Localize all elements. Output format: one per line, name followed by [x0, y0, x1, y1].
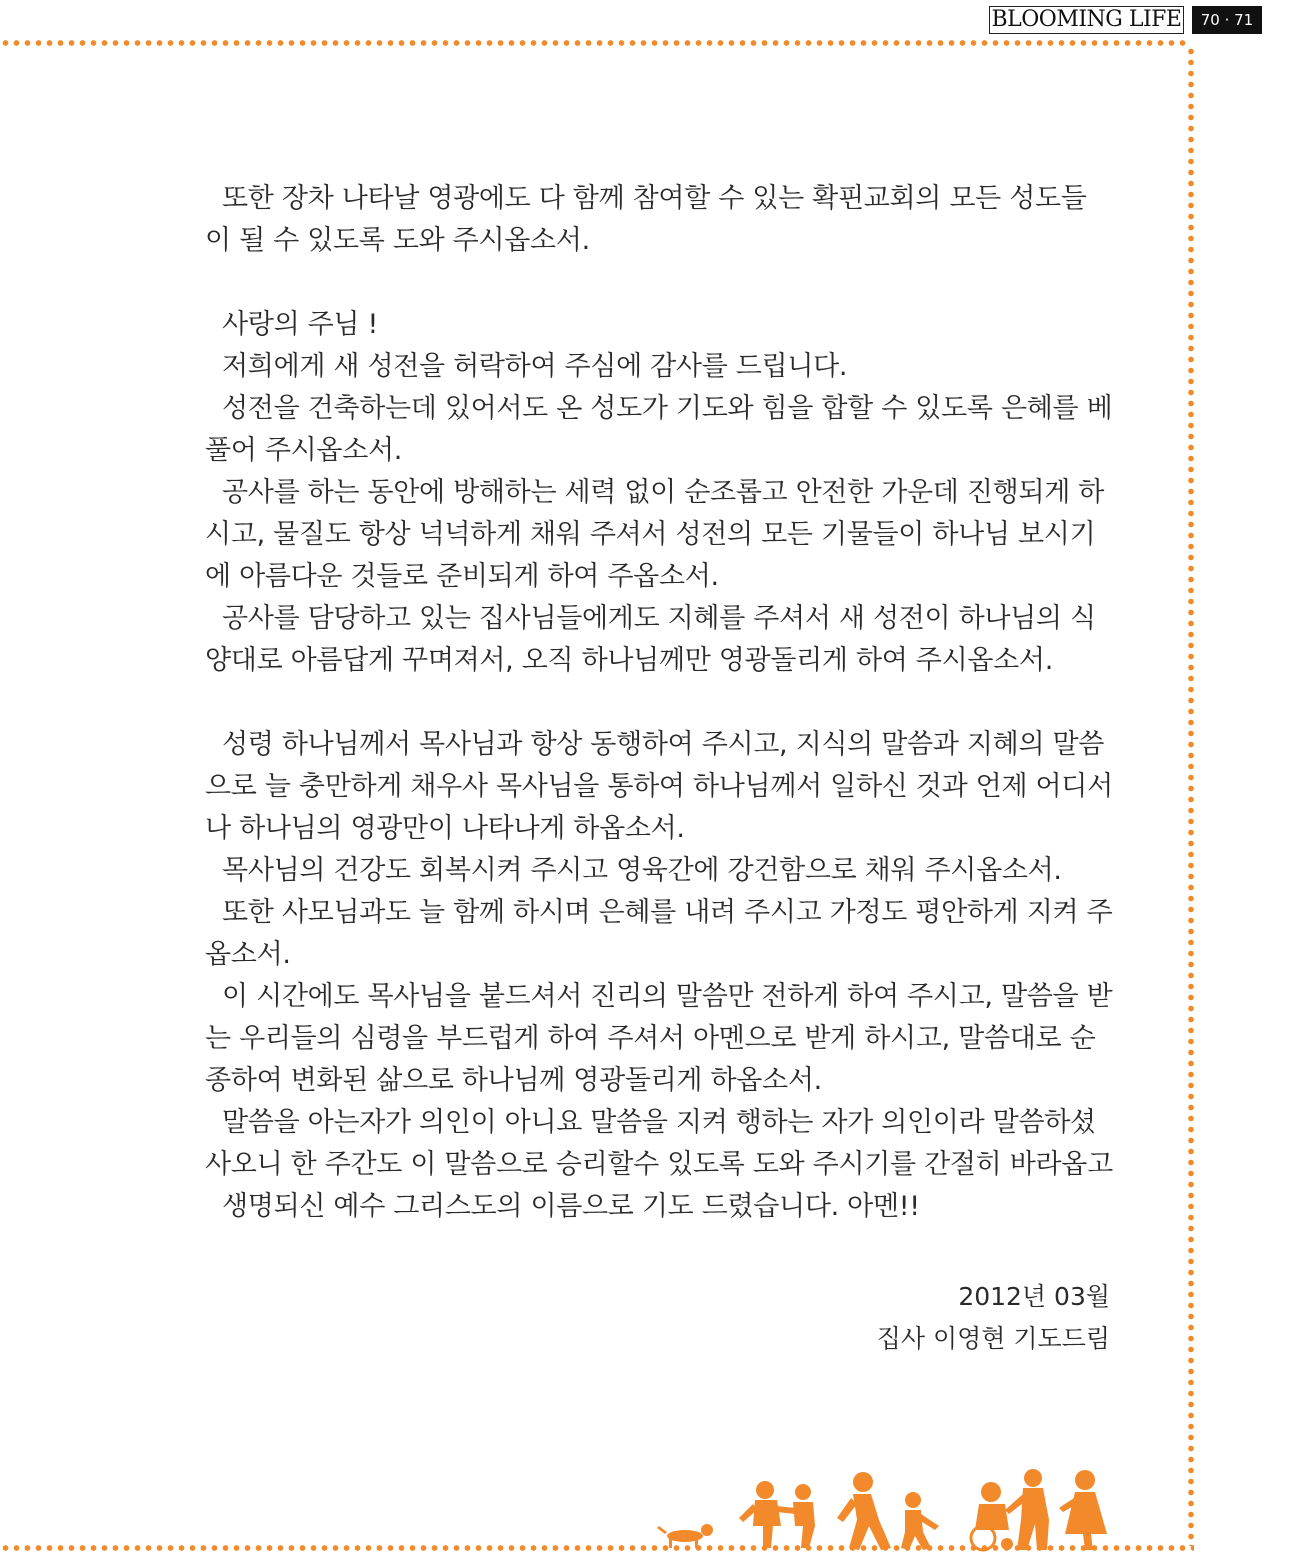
text-line: 목사님의 건강도 회복시켜 주시고 영육간에 강건함으로 채워 주시옵소서.: [222, 855, 1062, 886]
text-line: 또한 사모님과도 늘 함께 하시며 은혜를 내려 주시고 가정도 평안하게 지켜 주: [222, 897, 1113, 928]
text-line: 저희에게 새 성전을 허락하여 주심에 감사를 드립니다.: [222, 351, 848, 382]
text-line: 이 될 수 있도록 도와 주시옵소서.: [205, 225, 590, 256]
text-line: 이 시간에도 목사님을 붙드셔서 진리의 말씀만 전하게 하여 주시고, 말씀을 받: [222, 981, 1113, 1012]
text-line: 말씀을 아는자가 의인이 아니요 말씀을 지켜 행하는 자가 의인이라 말씀하셨: [222, 1107, 1096, 1138]
text-line: 성령 하나님께서 목사님과 항상 동행하여 주시고, 지식의 말씀과 지혜의 말씀: [222, 729, 1105, 760]
wheelchair-group-silhouette-icon: [971, 1469, 1049, 1550]
children-silhouette-icon: [739, 1481, 815, 1548]
text-line: 또한 장차 나타날 영광에도 다 함께 참여할 수 있는 확핀교회의 모든 성도들: [222, 183, 1087, 214]
text-line: 성전을 건축하는데 있어서도 온 성도가 기도와 힘을 합할 수 있도록 은혜를 베: [222, 393, 1113, 424]
paragraph: [205, 892, 1113, 976]
text-line: 나 하나님의 영광만이 나타나게 하옵소서.: [205, 813, 685, 844]
paragraph: [205, 388, 1113, 472]
text-line: 는 우리들의 심령을 부드럽게 하여 주셔서 아멘으로 받게 하시고, 말씀대로 순: [205, 1023, 1096, 1054]
text-line: 생명되신 예수 그리스도의 이름으로 기도 드렸습니다. 아멘!!: [222, 1191, 920, 1222]
paragraph: [205, 178, 1110, 262]
text-line: 옵소서.: [205, 939, 291, 970]
text-line: 풀어 주시옵소서.: [205, 435, 403, 466]
signature-date: 2012년 03월: [958, 1282, 1110, 1311]
dog-silhouette-icon: [657, 1524, 713, 1548]
paragraph-gap: [205, 682, 1110, 724]
magazine-title: BLOOMING LIFE: [989, 6, 1184, 34]
text-line: 공사를 담당하고 있는 집사님들에게도 지혜를 주셔서 새 성전이 하나님의 식: [222, 603, 1096, 634]
prayer-body: [205, 178, 1113, 1228]
family-silhouette-illustration: [655, 1460, 1115, 1552]
text-line: 시고, 물질도 항상 넉넉하게 채워 주셔서 성전의 모든 기물들이 하나님 보시기: [205, 519, 1096, 550]
text-line: 공사를 하는 동안에 방해하는 세력 없이 순조롭고 안전한 가운데 진행되게 하: [222, 477, 1105, 508]
paragraph: [205, 304, 1110, 346]
paragraph: [205, 1186, 1110, 1228]
paragraph: [205, 598, 1110, 682]
text-line: 양대로 아름답게 꾸며져서, 오직 하나님께만 영광돌리게 하여 주시옵소서.: [205, 645, 1054, 676]
running-adult-silhouette-icon: [837, 1472, 891, 1550]
girl-silhouette-icon: [1059, 1470, 1107, 1550]
text-line: 으로 늘 충만하게 채우사 목사님을 통하여 하나님께서 일하신 것과 언제 어디서: [205, 771, 1113, 802]
paragraph: [205, 472, 1110, 598]
page-numbers: 70 · 71: [1192, 6, 1262, 34]
walking-child-silhouette-icon: [901, 1492, 939, 1550]
text-line: 종하여 변화된 삶으로 하나님께 영광돌리게 하옵소서.: [205, 1065, 822, 1096]
signature-author: 집사 이영현 기도드림: [876, 1324, 1110, 1353]
top-dotted-border: [0, 40, 1186, 46]
paragraph: [205, 1102, 1113, 1186]
paragraph: [205, 724, 1113, 850]
text-line: 사랑의 주님 !: [222, 309, 378, 340]
text-line: 에 아름다운 것들로 준비되게 하여 주옵소서.: [205, 561, 719, 592]
paragraph: [205, 346, 1110, 388]
text-line: 사오니 한 주간도 이 말씀으로 승리할수 있도록 도와 주시기를 간절히 바라옵고: [205, 1149, 1113, 1180]
right-dotted-border: [1188, 46, 1194, 1546]
paragraph-gap: [205, 262, 1110, 304]
paragraph: [205, 850, 1110, 892]
paragraph: [205, 976, 1113, 1102]
signature-block: [780, 1276, 1110, 1360]
